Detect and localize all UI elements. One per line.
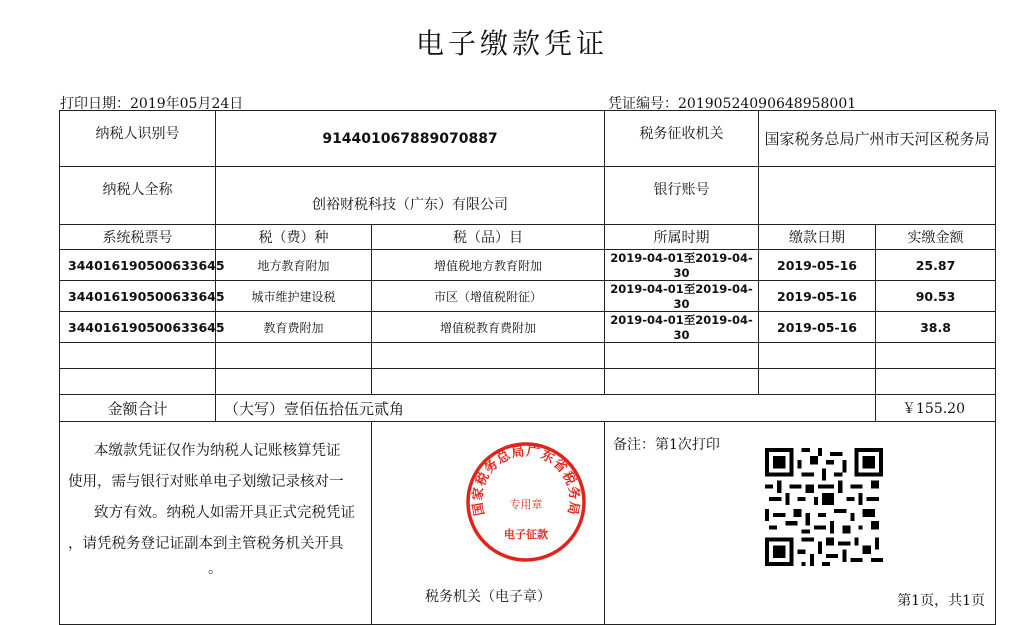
footer-row	[60, 422, 996, 625]
tax-agency-label: 税务征收机关	[605, 111, 759, 167]
row-amount: 25.87	[876, 250, 996, 281]
row-payment-date: 2019-05-16	[759, 250, 876, 281]
voucher-number-label: 凭证编号：	[608, 96, 678, 112]
taxpayer-name-row	[60, 167, 996, 225]
row-tax-type: 城市维护建设税	[216, 281, 372, 312]
table-header-row	[60, 225, 996, 250]
taxpayer-name-label: 纳税人全称	[60, 167, 216, 225]
row-tax-item: 市区（增值税附征）	[372, 281, 605, 312]
agency-seal-caption: 税务机关（电子章）	[425, 589, 551, 605]
qr-code-icon	[765, 448, 883, 566]
seal-center-text: 专用章	[509, 498, 543, 511]
remark-text: 备注：第1次打印	[613, 437, 720, 453]
official-seal-icon	[464, 440, 588, 564]
seal-ring-text: 国家税务总局广东省税务局	[470, 444, 582, 517]
row-period: 2019-04-01至2019-04-30	[605, 250, 759, 281]
row-tax-type: 地方教育附加	[216, 250, 372, 281]
notice-line: 使用，需与银行对账单电子划缴记录核对一	[68, 474, 344, 490]
notice-line: 致方有效。纳税人如需开具正式完税凭证	[94, 505, 355, 521]
header-tax-item: 税（品）目	[372, 225, 605, 250]
total-amount: ￥155.20	[876, 395, 996, 422]
notice-line: ，请凭税务登记证副本到主管税务机关开具	[68, 536, 344, 552]
row-ticket-no: 344016190500633645	[60, 250, 216, 281]
bank-account-value	[759, 167, 996, 225]
notice-text	[60, 422, 372, 625]
header-tax-type: 税（费）种	[216, 225, 372, 250]
row-period: 2019-04-01至2019-04-30	[605, 312, 759, 343]
row-tax-type: 教育费附加	[216, 312, 372, 343]
total-row	[60, 395, 996, 422]
taxpayer-id-value: 914401067889070887	[216, 111, 605, 167]
row-tax-item: 增值税教育费附加	[372, 312, 605, 343]
taxpayer-id-row	[60, 111, 996, 167]
table-row	[60, 250, 996, 281]
voucher-table	[59, 110, 996, 625]
taxpayer-id-label: 纳税人识别号	[60, 111, 216, 167]
page-indicator: 第1页，共1页	[897, 593, 986, 609]
remark-cell	[605, 422, 996, 625]
row-amount: 38.8	[876, 312, 996, 343]
row-ticket-no: 344016190500633645	[60, 281, 216, 312]
print-date-value: 2019年05月24日	[130, 96, 244, 112]
seal-cell	[372, 422, 605, 625]
header-period: 所属时期	[605, 225, 759, 250]
voucher-number-value: 2019052409064895800​1	[678, 96, 857, 112]
tax-agency-value: 国家税务总局广州市天河区税务局	[759, 111, 996, 167]
row-ticket-no: 344016190500633645	[60, 312, 216, 343]
table-row-empty	[60, 343, 996, 369]
header-amount: 实缴金额	[876, 225, 996, 250]
header-ticket-no: 系统税票号	[60, 225, 216, 250]
table-row-empty	[60, 369, 996, 395]
row-period: 2019-04-01至2019-04-30	[605, 281, 759, 312]
row-payment-date: 2019-05-16	[759, 312, 876, 343]
seal-bottom-text: 电子征款	[504, 528, 548, 541]
taxpayer-name-value: 创裕财税科技（广东）有限公司	[216, 167, 605, 225]
table-row	[60, 312, 996, 343]
notice-line: 。	[208, 561, 223, 577]
print-date-label: 打印日期：	[60, 96, 130, 112]
notice-line: 本缴款凭证仅作为纳税人记账核算凭证	[94, 443, 341, 459]
row-amount: 90.53	[876, 281, 996, 312]
header-payment-date: 缴款日期	[759, 225, 876, 250]
table-row	[60, 281, 996, 312]
row-tax-item: 增值税地方教育附加	[372, 250, 605, 281]
row-payment-date: 2019-05-16	[759, 281, 876, 312]
total-in-words: （大写）壹佰伍拾伍元贰角	[216, 395, 876, 422]
document-title: 电子缴款凭证	[415, 27, 608, 60]
bank-account-label: 银行账号	[605, 167, 759, 225]
total-label: 金额合计	[60, 395, 216, 422]
